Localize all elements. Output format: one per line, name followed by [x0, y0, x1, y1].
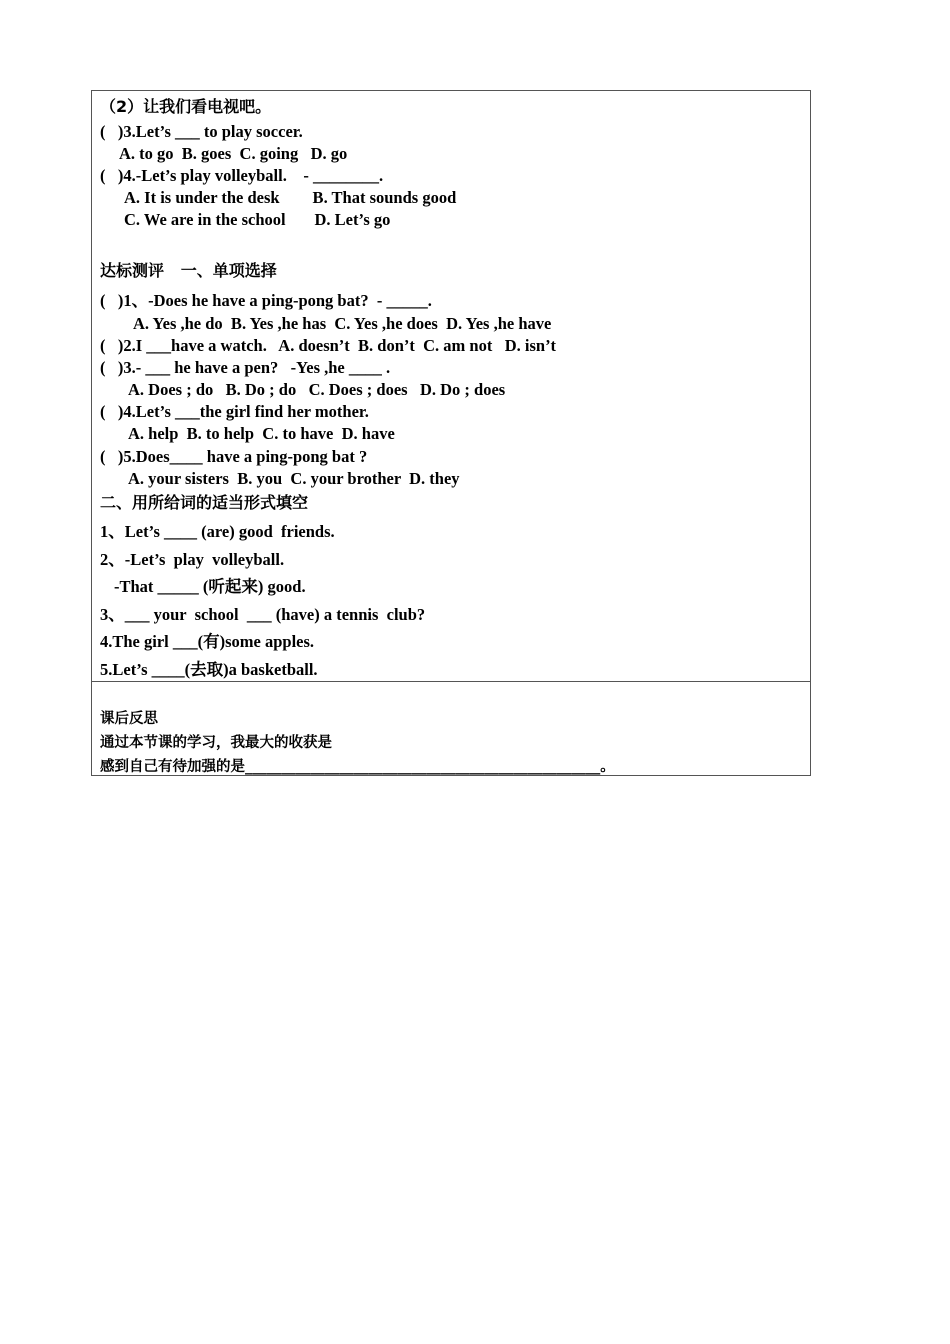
fill-line: 3、___ your school ___ (have) a tennis club? [100, 605, 426, 624]
section-heading-tv: （2）让我们看电视吧。 [100, 97, 272, 116]
reflection-heading: 课后反思 [100, 711, 158, 727]
reflection-line: 感到自己有待加强的是_________________________________________________。 [100, 759, 615, 775]
fill-line: 4.The girl ___(有)some apples. [100, 632, 315, 651]
question-line: ( )5.Does____ have a ping-pong bat ? [100, 447, 368, 466]
question-line: ( )2.I ___have a watch. A. doesn’t B. don’t C. am not D. isn’t [100, 336, 557, 355]
question-line: ( )1、-Does he have a ping-pong bat? - _____. [100, 291, 432, 310]
answer-options: A. Yes ,he do B. Yes ,he has C. Yes ,he does D. Yes ,he have [133, 314, 552, 333]
answer-options: C. We are in the school D. Let’s go [124, 210, 391, 229]
worksheet-table [91, 90, 811, 776]
fill-line: 5.Let’s ____(去取)a basketball. [100, 660, 318, 679]
answer-options: A. Does ; do B. Do ; do C. Does ; does D. Do ; does [128, 380, 506, 399]
question-line: ( )3.- ___ he have a pen? -Yes ,he ____ . [100, 358, 391, 377]
answer-options: A. help B. to help C. to have D. have [128, 424, 395, 443]
answer-options: A. It is under the desk B. That sounds good [124, 188, 457, 207]
question-line: ( )4.Let’s ___the girl find her mother. [100, 402, 369, 421]
question-line: ( )4.-Let’s play volleyball. - ________. [100, 166, 384, 185]
answer-options: A. to go B. goes C. going D. go [119, 144, 348, 163]
question-line: ( )3.Let’s ___ to play soccer. [100, 122, 303, 141]
section-heading-fill: 二、用所给词的适当形式填空 [100, 493, 309, 512]
fill-line: 2、-Let’s play volleyball. [100, 550, 285, 569]
fill-line: -That _____ (听起来) good. [114, 577, 306, 596]
table-divider [92, 681, 810, 682]
reflection-line: 通过本节课的学习，我最大的收获是 [100, 735, 332, 751]
section-heading-test: 达标测评 一、单项选择 [100, 261, 277, 280]
fill-line: 1、Let’s ____ (are) good friends. [100, 522, 335, 541]
answer-options: A. your sisters B. you C. your brother D. they [128, 469, 460, 488]
